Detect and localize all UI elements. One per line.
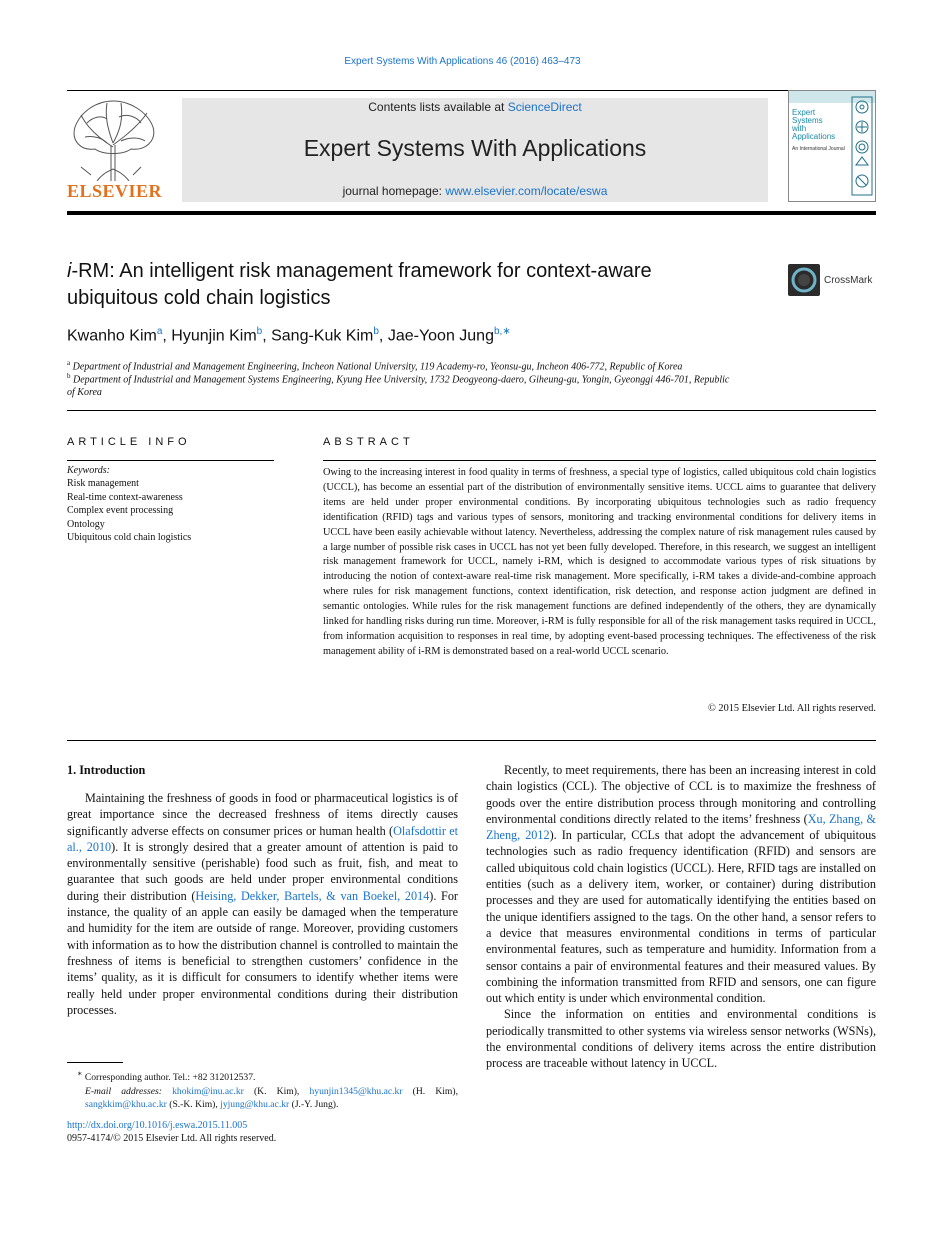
elsevier-tree-icon xyxy=(67,97,160,181)
header-rule-top xyxy=(67,90,876,91)
author-name[interactable]: Kwanho Kim xyxy=(67,327,157,345)
abstract-copyright: © 2015 Elsevier Ltd. All rights reserved. xyxy=(708,703,876,714)
author-affil-mark[interactable]: a xyxy=(156,326,163,337)
cover-subtitle: An International Journal xyxy=(792,146,845,152)
email-link[interactable]: sangkkim@khu.ac.kr xyxy=(85,1099,167,1110)
body-divider xyxy=(67,740,876,741)
journal-cover-thumbnail[interactable] xyxy=(788,90,876,202)
author-affil-mark[interactable]: b,∗ xyxy=(493,326,511,337)
contents-available: Contents lists available at ScienceDirect xyxy=(368,100,582,114)
issn-line: 0957-4174/© 2015 Elsevier Ltd. All rights reserved. xyxy=(67,1133,277,1145)
citation-link[interactable]: Heising, Dekker, Bartels, & van Boekel, 2014 xyxy=(195,888,430,903)
keywords-label: Keywords: xyxy=(67,465,110,476)
affiliation-a: $^a$ Department of Industrial and Management Engineering, Incheon National University, 119 Academy-ro, Yeonsu-gu, Incheon 406-772, Republic of Korea xyxy=(67,359,683,373)
citation-link[interactable]: Olafsdottir et al., 2010 xyxy=(67,823,458,854)
author-name[interactable]: Sang-Kuk Kim xyxy=(271,327,374,345)
sciencedirect-link[interactable]: ScienceDirect xyxy=(507,100,582,114)
email-link[interactable]: hyunjin1345@khu.ac.kr xyxy=(309,1085,403,1097)
elsevier-wordmark: ELSEVIER xyxy=(67,181,163,201)
keyword-item: Ubiquitous cold chain logistics xyxy=(67,532,192,544)
paper-title: i-RM: An intelligent risk management framework for context-aware ubiquitous cold chain logistics xyxy=(67,260,652,309)
cover-gears-icon xyxy=(851,93,873,199)
abstract-heading: ABSTRACT xyxy=(323,436,414,448)
intro-paragraph-3: Since the information on entities and environmental conditions is periodically transmitted to other systems via wireless sensor networks (WSNs), the environmental conditions of delivery items across the entire distribution process are traceable without latency in UCCL. xyxy=(486,1007,876,1071)
author-affil-mark[interactable]: b xyxy=(256,326,263,337)
section-divider xyxy=(67,410,876,411)
author-affil-mark[interactable]: b xyxy=(373,326,379,337)
body-column-left xyxy=(67,790,458,1018)
article-info-rule xyxy=(67,460,274,461)
homepage-link[interactable]: www.elsevier.com/locate/eswa xyxy=(445,184,608,198)
author-name[interactable]: Hyunjin Kim xyxy=(171,327,257,345)
keywords-list xyxy=(67,464,277,544)
footnotes xyxy=(67,1062,458,1111)
elsevier-logo xyxy=(67,97,163,202)
intro-paragraph-2: Recently, to meet requirements, there has been an increasing interest in cold chain logistics (CCL). The objective of CCL is to maximize the freshness of goods over the entire distribution process through monitoring and controlling environmental conditions directly related to the items’ freshness (Xu, Zhang, & Zheng, 2012). In particular, CCLs that adopt the advancement of ubiquitous technologies such as radio frequency identification (RFID) and sensors are called ubiquitous cold chain logistics (UCCL). Here, RFID tags are installed on entities (such as a delivery item, worker, or container) during distribution processes and they are used for automatically identifying the entities based on the unique identifiers assigned to the tags. On the other hand, a sensor refers to a device that measures environmental conditions in terms of particular environmental features, such as temperature and humidity. Information from a sensor contains a pair of environmental features and their measured values. By combining the information transmitted from RFID and sensors, one can figure out which entity is under which environmental condition. xyxy=(486,763,876,1006)
keyword-item: Risk management xyxy=(67,478,139,490)
abstract-rule xyxy=(323,460,876,461)
header-rule-bottom xyxy=(67,211,876,215)
crossmark-button[interactable]: CrossMark xyxy=(788,264,908,298)
affiliation-b: $^b$ Department of Industrial and Management Systems Engineering, Kyung Hee University, 1732 Deogyeong-daero, Giheung-gu, Yongin, Gyeonggi 446-701, Republic of Korea xyxy=(67,372,730,399)
body-column-right xyxy=(486,762,876,1072)
doi-link[interactable]: http://dx.doi.org/10.1016/j.eswa.2015.11.005 xyxy=(67,1120,248,1131)
article-info-heading: ARTICLE INFO xyxy=(67,436,191,448)
email-link[interactable]: jyjung@khu.ac.kr xyxy=(220,1099,290,1110)
email-link[interactable]: khokim@inu.ac.kr xyxy=(172,1085,244,1097)
author-name[interactable]: Jae-Yoon Jung xyxy=(387,327,494,345)
journal-citation-link[interactable]: Expert Systems With Applications 46 (2016) 463–473 xyxy=(344,56,581,67)
corresponding-author-note: ∗ Corresponding author. Tel.: +82 312012537. xyxy=(77,1069,256,1084)
section-heading-introduction: 1. Introduction xyxy=(67,763,146,777)
abstract-text: Owing to the increasing interest in food quality in terms of freshness, a special type of logistics, called ubiquitous cold chain logistics (UCCL), has become an essential part of the distribution of environmentally sensitive items. UCCL aims to guarantee that delivery items are held under proper environmental conditions. By incorporating ubiquitous technologies such as radio frequency identification (RFID) tags and various types of sensors, monitoring and tracking environmental conditions for delivery items in UCCL have been easily achievable without latency. Nevertheless, addressing the complex nature of risk management rules caused by a large number of possible risk cases in UCCL has not yet been fully developed. Therefore, in this research, we suggest an intelligent risk management framework for UCCL, namely i-RM, which is designed to accommodate various types of risk situations by introducing the notion of context-aware real-time risk management. More specifically, i-RM takes a divide-and-combine approach where rules for risk management functions, context identification, risk detection, and response action judgment are defined in semantic ontologies. While rules for the risk management functions are defined independently of the others, they are dynamically linked for handling risks during run time. Moreover, i-RM is fully responsible for all of the risk management tasks required in UCCL, from information acquisition to responses in real time, by adopting event-based processing techniques. The effectiveness of the risk management ability of i-RM is demonstrated based on a real-world UCCL scenario. xyxy=(323,467,876,657)
journal-homepage: journal homepage: www.elsevier.com/locate/eswa xyxy=(342,184,608,198)
email-addresses: E-mail addresses: khokim@inu.ac.kr (K. Kim), hyunjin1345@khu.ac.kr (H. Kim), sangkkim@khu.ac.kr (S.-K. Kim), jyjung@khu.ac.kr (J.-Y. Jung). xyxy=(85,1085,458,1110)
keyword-item: Real-time context-awareness xyxy=(67,491,183,503)
cover-title: Expert Systems with Applications xyxy=(792,108,836,141)
keyword-item: Ontology xyxy=(67,518,105,530)
author-list: Kwanho Kim$^a$, Hyunjin Kim$^b$, Sang-Kuk Kim$^b$, Jae-Yoon Jung$^{b,∗}$ xyxy=(67,326,511,345)
footnote-rule xyxy=(67,1062,123,1063)
journal-title: Expert Systems With Applications xyxy=(303,135,647,161)
intro-paragraph-1: Maintaining the freshness of goods in food or pharmaceutical logistics is of great importance since the decreased freshness of items directly causes significantly adverse effects on consumer prices or human health (Olafsdottir et al., 2010). It is strongly desired that a greater amount of attention is paid to environmentally sensitive (perishable) food such as fruit, fish, and meat to guarantee that such goods are held under proper environmental conditions during their distribution (Heising, Dekker, Bartels, & van Boekel, 2014). For instance, the quality of an apple can easily be damaged when the temperature and humidity for the item are outside of range. Moreover, providing customers with information as to how the distribution channel is controlled to maintain the freshness of items is beneficial to strengthen customers’ confidence in the items’ quality, as it is difficult for consumers to identify whether items were really held under proper environmental conditions during their distribution processes. xyxy=(67,791,458,1017)
citation-link[interactable]: Xu, Zhang, & Zheng, 2012 xyxy=(486,811,876,843)
keyword-item: Complex event processing xyxy=(67,505,174,517)
doi-block xyxy=(67,1119,276,1146)
crossmark-icon xyxy=(788,264,820,296)
journal-masthead xyxy=(182,98,768,202)
